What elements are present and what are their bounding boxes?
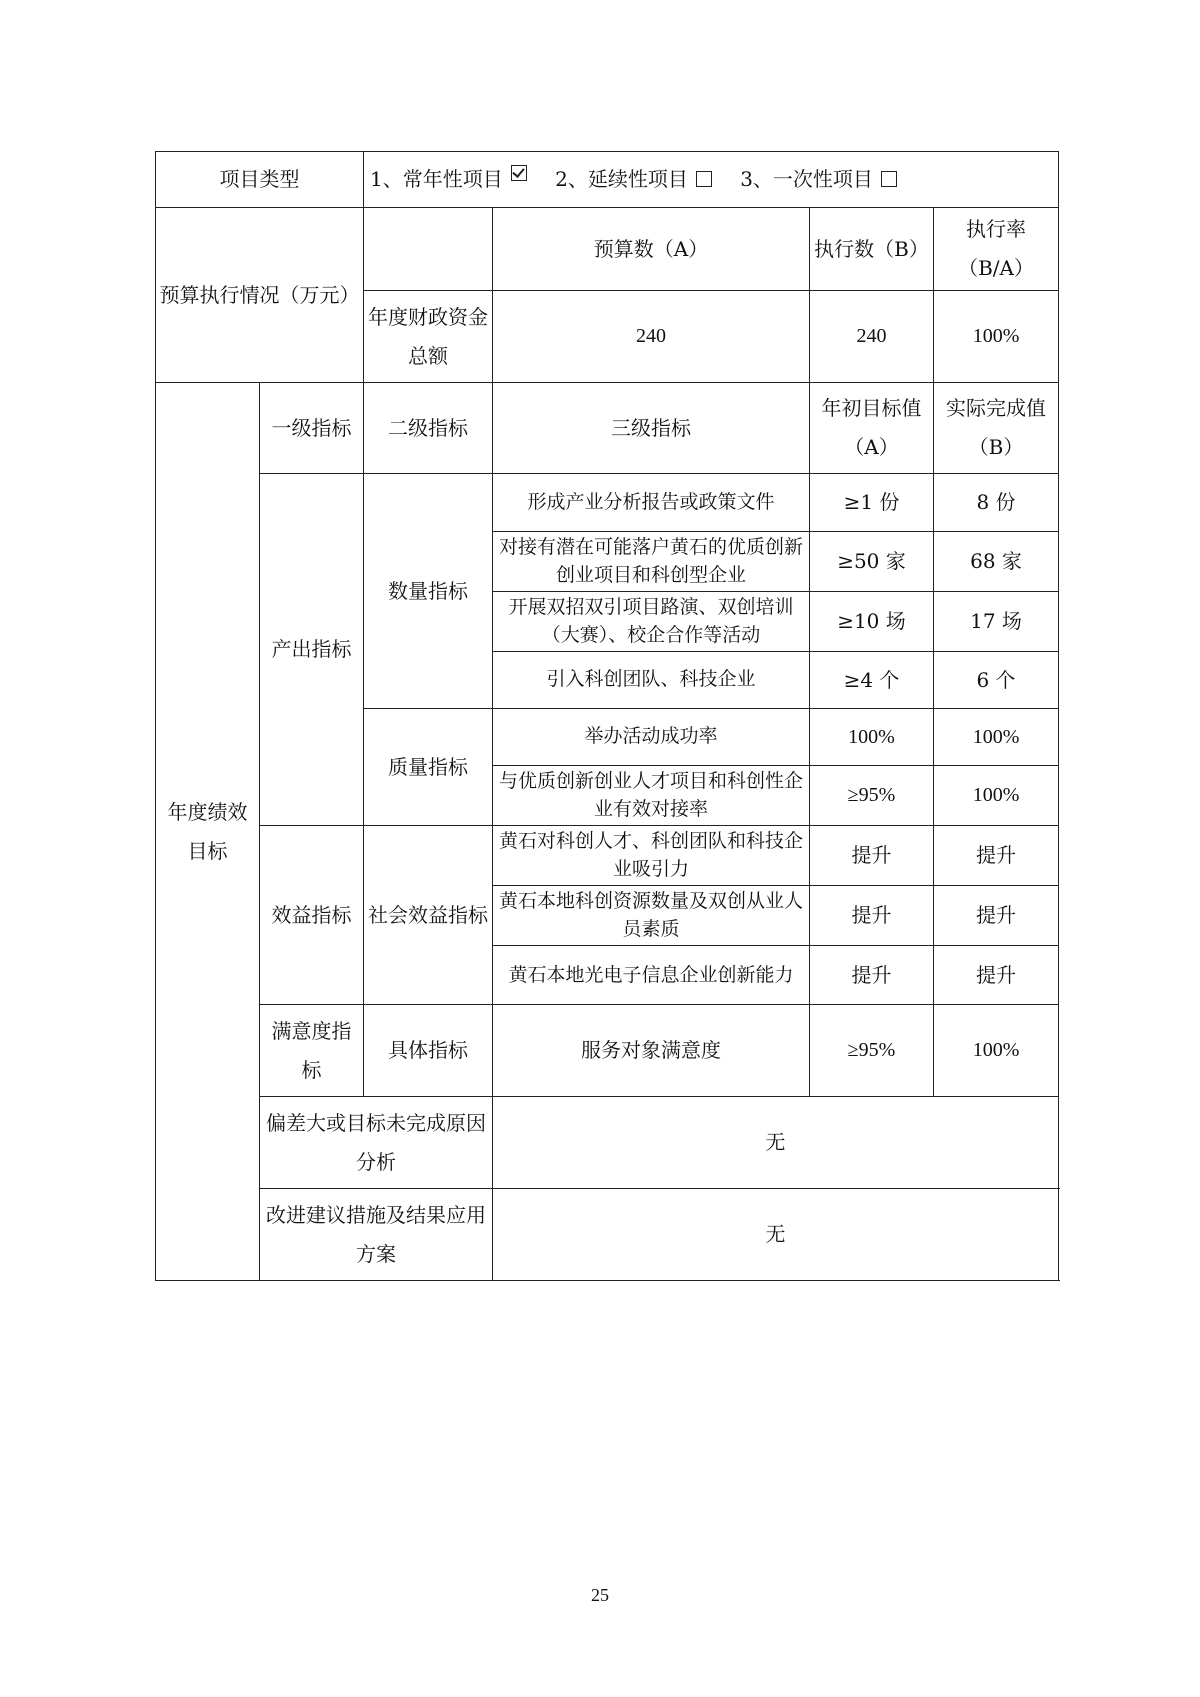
level2-quality: 质量指标 [364,709,493,826]
actual-value: 提升 [934,826,1059,886]
indicator-name: 黄石对科创人才、科创团队和科技企业吸引力 [493,826,810,886]
level2-specific: 具体指标 [364,1005,493,1097]
executed-value: 240 [810,291,934,383]
indicator-name: 黄石本地科创资源数量及双创从业人员素质 [493,886,810,946]
option-one-time: 3、一次性项目 [740,160,897,199]
actual-value: 100% [934,1005,1059,1097]
indicator-name: 服务对象满意度 [493,1005,810,1097]
budget-header-row [156,208,1059,291]
indicator-header: 三级指标 [493,383,810,474]
checked-box-icon[interactable] [511,165,527,181]
indicator-name: 开展双招双引项目路演、双创培训（大赛）、校企合作等活动 [493,592,810,652]
indicator-header: 实际完成值（B） [934,383,1059,474]
page-number: 25 [591,1585,609,1605]
improvement-value: 无 [493,1189,1059,1281]
deviation-value: 无 [493,1097,1059,1189]
performance-label: 年度绩效目标 [156,383,260,1281]
actual-value: 6 个 [934,652,1059,709]
level1-output: 产出指标 [260,474,364,826]
indicator-name: 形成产业分析报告或政策文件 [493,474,810,532]
actual-value: 100% [934,709,1059,766]
improvement-row [156,1189,1059,1281]
budget-col-header: 执行率（B/A） [934,208,1059,291]
actual-value: 17 场 [934,592,1059,652]
budget-value: 240 [493,291,810,383]
performance-evaluation-table [155,151,1059,1281]
budget-col-header: 执行数（B） [810,208,934,291]
target-value: ≥4 个 [810,652,934,709]
indicator-name: 与优质创新创业人才项目和科创性企业有效对接率 [493,766,810,826]
option-recurring: 1、常年性项目 [370,160,527,199]
target-value: ≥95% [810,766,934,826]
indicator-name: 黄石本地光电子信息企业创新能力 [493,946,810,1005]
target-value: 提升 [810,946,934,1005]
target-value: ≥1 份 [810,474,934,532]
table-row [156,474,1059,532]
budget-col-header: 预算数（A） [493,208,810,291]
deviation-label: 偏差大或目标未完成原因分析 [260,1097,493,1189]
indicator-header-row [156,383,1059,474]
budget-empty-cell [364,208,493,291]
project-type-label: 项目类型 [156,152,364,208]
table-row [156,1005,1059,1097]
level2-social: 社会效益指标 [364,826,493,1005]
target-value: 100% [810,709,934,766]
level1-satisfaction: 满意度指标 [260,1005,364,1097]
unchecked-box-icon[interactable] [696,171,712,187]
level1-benefit: 效益指标 [260,826,364,1005]
indicator-header: 年初目标值（A） [810,383,934,474]
execution-rate-value: 100% [934,291,1059,383]
level2-quantity: 数量指标 [364,474,493,709]
target-value: ≥95% [810,1005,934,1097]
budget-label: 预算执行情况（万元） [156,208,364,383]
actual-value: 提升 [934,946,1059,1005]
deviation-row [156,1097,1059,1189]
actual-value: 提升 [934,886,1059,946]
target-value: ≥10 场 [810,592,934,652]
option-continuing: 2、延续性项目 [555,160,712,199]
indicator-name: 举办活动成功率 [493,709,810,766]
actual-value: 68 家 [934,532,1059,592]
project-type-row [156,152,1059,208]
indicator-header: 二级指标 [364,383,493,474]
target-value: ≥50 家 [810,532,934,592]
unchecked-box-icon[interactable] [881,171,897,187]
indicator-header: 一级指标 [260,383,364,474]
indicator-name: 引入科创团队、科技企业 [493,652,810,709]
target-value: 提升 [810,826,934,886]
actual-value: 100% [934,766,1059,826]
actual-value: 8 份 [934,474,1059,532]
budget-row-label: 年度财政资金总额 [364,291,493,383]
improvement-label: 改进建议措施及结果应用方案 [260,1189,493,1281]
indicator-name: 对接有潜在可能落户黄石的优质创新创业项目和科创型企业 [493,532,810,592]
target-value: 提升 [810,886,934,946]
project-type-options [364,152,1059,208]
table-row [156,826,1059,886]
